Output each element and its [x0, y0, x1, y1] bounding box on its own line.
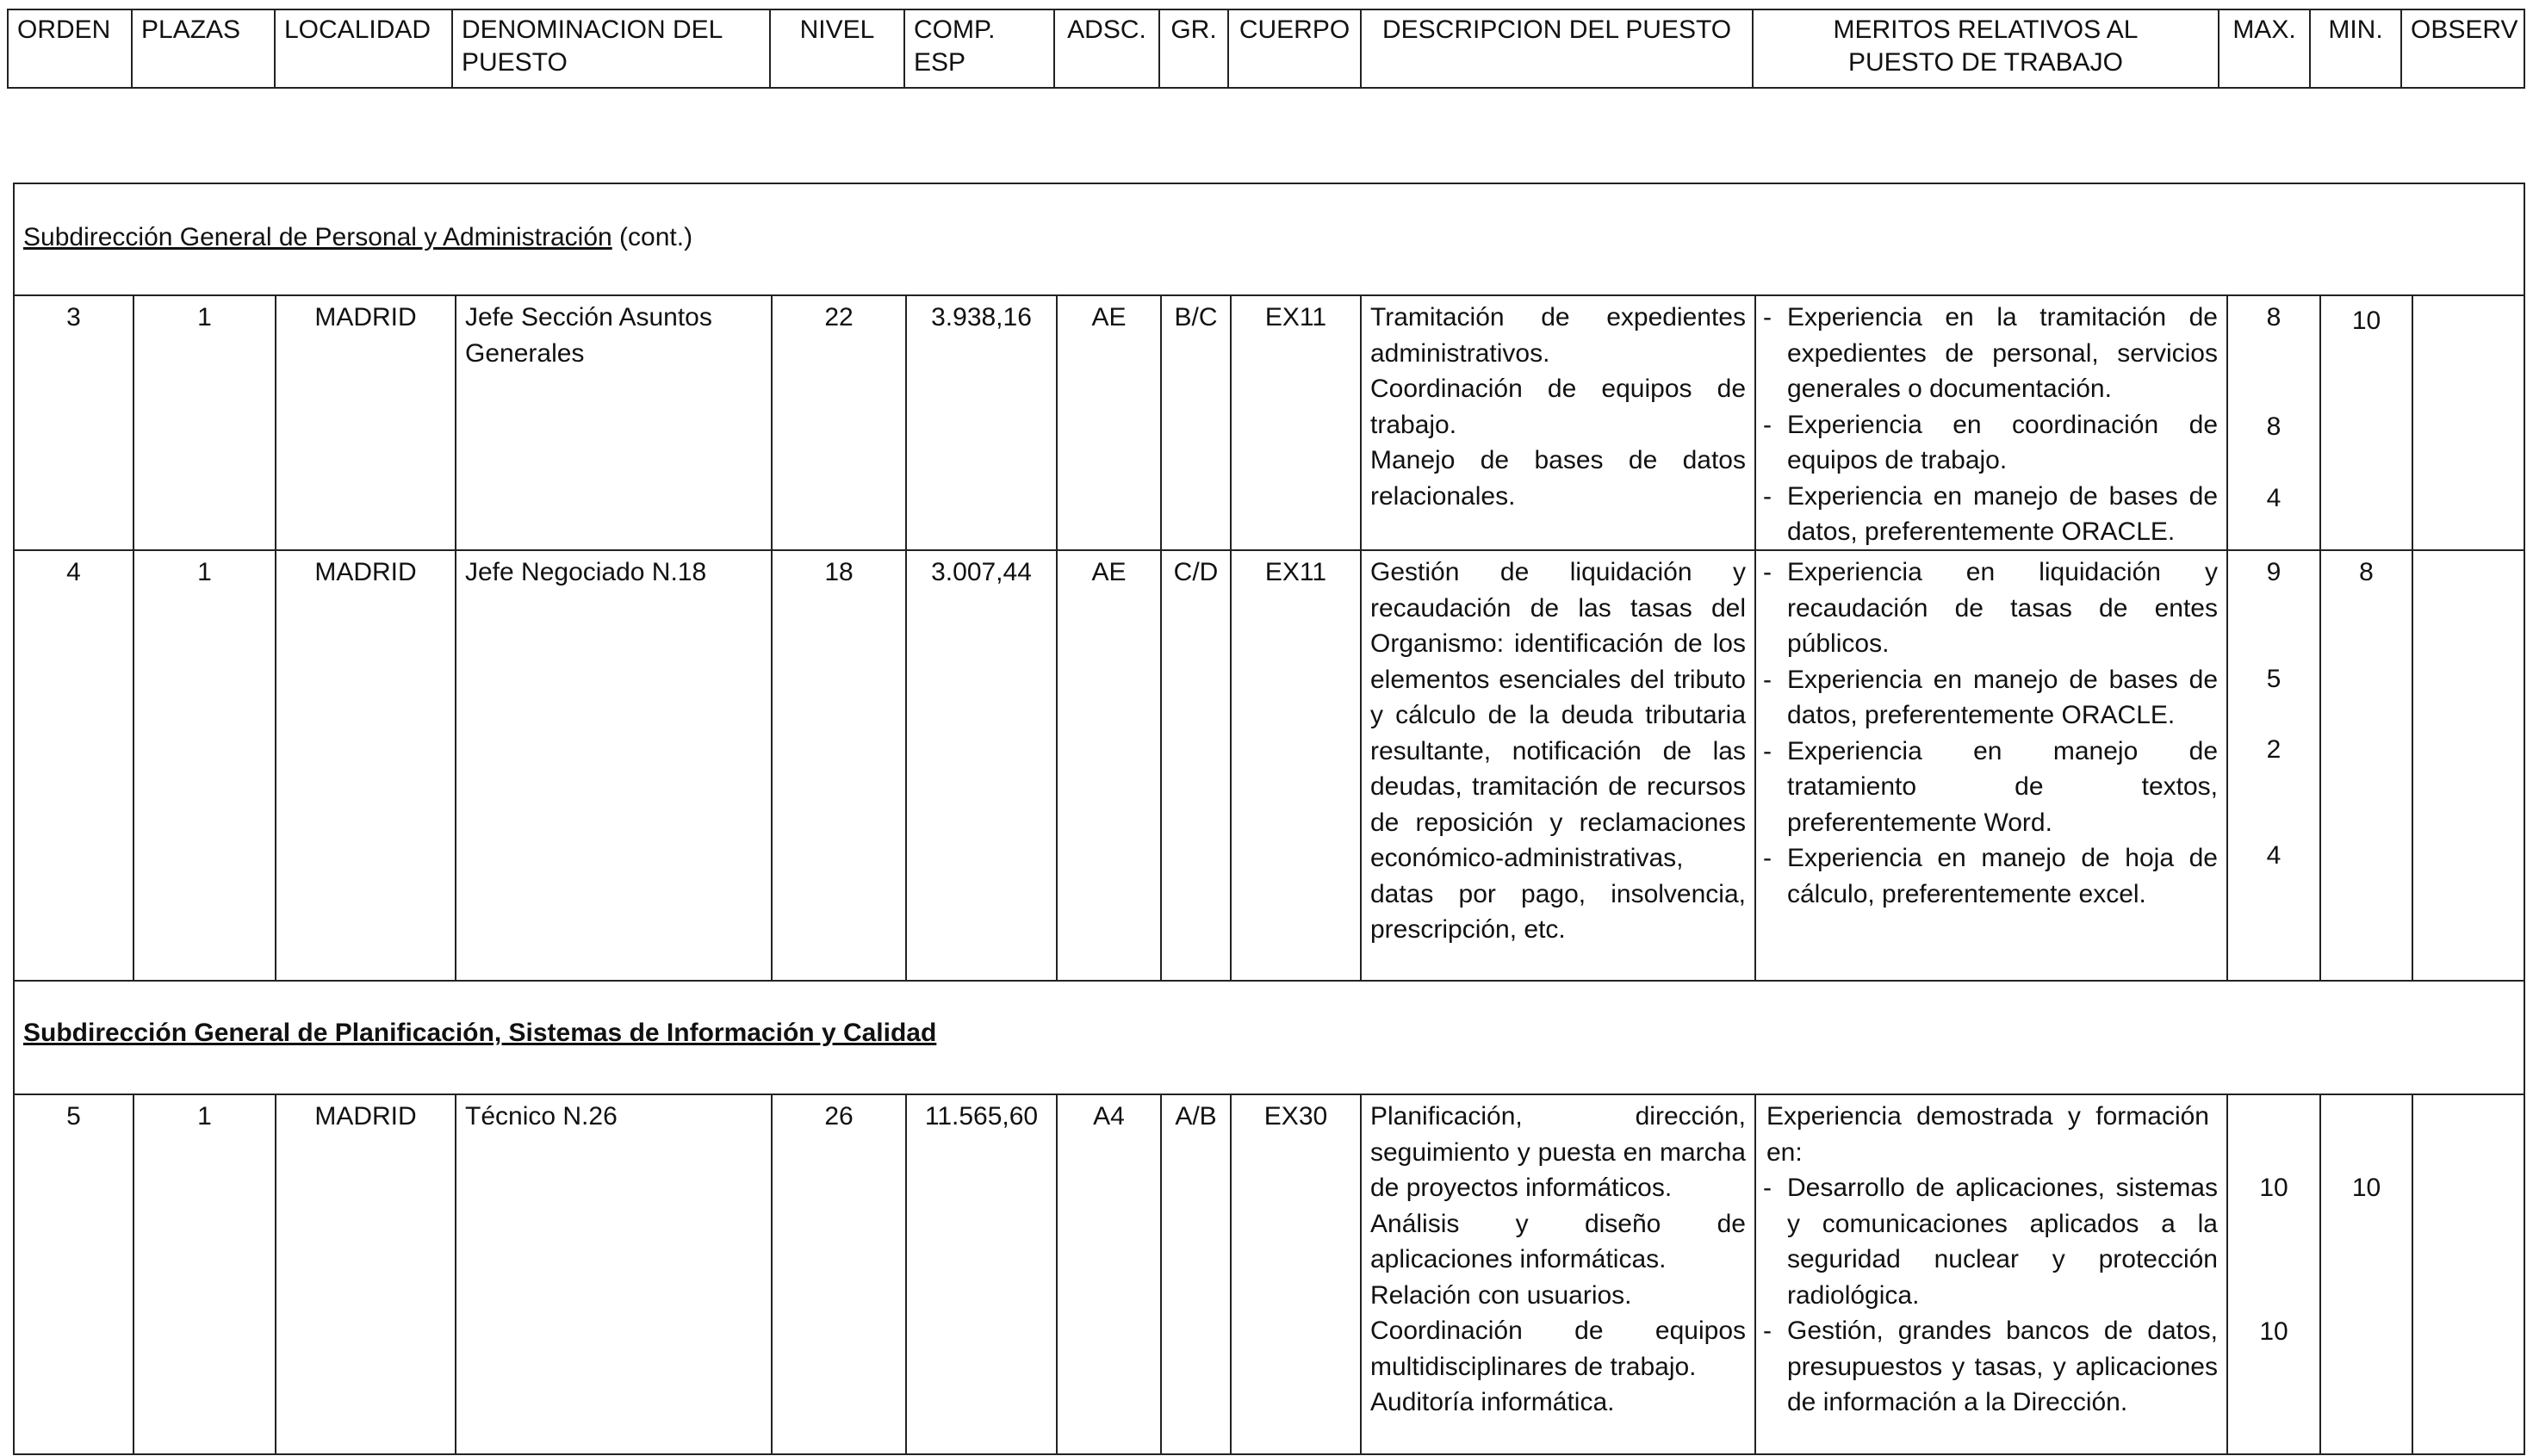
merito-item: - Experiencia en manejo de tratamiento de textos, preferentemente Word. [1756, 734, 2218, 841]
cell-min: 8 [2321, 551, 2413, 980]
max-value: 5 [2266, 665, 2282, 693]
merito-item: - Experiencia en manejo de bases de datos, preferentemente ORACLE. [1756, 662, 2218, 734]
descripcion-line: Coordinación de equipos de trabajo. [1370, 375, 1746, 439]
merito-item: - Experiencia en manejo de hoja de cálculo, preferentemente excel. [1756, 840, 2218, 912]
cell-gr: B/C [1162, 296, 1232, 549]
merito-item: - Experiencia en la tramitación de expedientes de personal, servicios generales o documentación. [1756, 300, 2218, 407]
cell-min: 10 [2321, 296, 2413, 549]
column-header-row [7, 9, 2525, 90]
max-value: 4 [2266, 841, 2282, 870]
cell-nivel: 22 [773, 296, 907, 549]
header-plazas: PLAZAS [133, 9, 276, 89]
max-value: 8 [2266, 303, 2282, 331]
descripcion-line: Análisis y diseño de aplicaciones informáticas. [1370, 1209, 1746, 1273]
cell-nivel: 26 [773, 1095, 907, 1455]
cell-denominacion: Técnico N.26 [456, 1095, 773, 1455]
cell-orden: 3 [15, 296, 134, 549]
section-header [15, 982, 2524, 1095]
merito-item: - Desarrollo de aplicaciones, sistemas y comunicaciones aplicados a la seguridad nuclear y protección radiológica. [1756, 1170, 2218, 1313]
section-title: Subdirección General de Planificación, Sistemas de Información y Calidad [23, 1019, 937, 1047]
header-adsc: ADSC. [1055, 9, 1160, 89]
cell-observ [2413, 1095, 2525, 1455]
cell-localidad: MADRID [276, 1095, 456, 1455]
cell-descripcion [1362, 551, 1756, 980]
cell-min [2321, 1095, 2413, 1455]
merito-item: - Gestión, grandes bancos de datos, presupuestos y tasas, y aplicaciones de información a la Dirección. [1756, 1313, 2218, 1421]
table-row [15, 1095, 2524, 1455]
cell-observ [2413, 296, 2525, 549]
cell-cuerpo: EX11 [1232, 551, 1362, 980]
merito-item: - Experiencia en manejo de bases de datos, preferentemente ORACLE. [1756, 479, 2218, 550]
cell-comp-esp: 3.007,44 [907, 551, 1058, 980]
cell-descripcion [1362, 296, 1756, 549]
cell-adsc: AE [1058, 551, 1162, 980]
cell-orden: 5 [15, 1095, 134, 1455]
positions-table [13, 183, 2525, 1455]
table-row [15, 551, 2524, 982]
cell-meritos [1756, 551, 2228, 980]
cell-descripcion [1362, 1095, 1756, 1455]
descripcion-line: Manejo de bases de datos relacionales. [1370, 446, 1746, 511]
max-value: 10 [2259, 1174, 2288, 1202]
descripcion-line: Planificación, dirección, seguimiento y puesta en marcha de proyectos informáticos. [1370, 1102, 1746, 1202]
header-min: MIN. [2311, 9, 2402, 89]
merito-item: - Experiencia en coordinación de equipos de trabajo. [1756, 407, 2218, 479]
header-nivel: NIVEL [771, 9, 905, 89]
max-value: 4 [2266, 484, 2282, 512]
section-title: Subdirección General de Personal y Administración (cont.) [23, 223, 693, 251]
descripcion-line: Tramitación de expedientes administrativos. [1370, 303, 1746, 368]
cell-gr: C/D [1162, 551, 1232, 980]
cell-denominacion: Jefe Negociado N.18 [456, 551, 773, 980]
header-cuerpo: CUERPO [1229, 9, 1362, 89]
cell-denominacion: Jefe Sección Asuntos Generales [456, 296, 773, 549]
descripcion-line: Coordinación de equipos multidisciplinares de trabajo. [1370, 1317, 1746, 1381]
cell-adsc: A4 [1058, 1095, 1162, 1455]
header-observ: OBSERV [2402, 9, 2525, 89]
cell-plazas: 1 [134, 551, 276, 980]
header-localidad: LOCALIDAD [276, 9, 453, 89]
cell-plazas: 1 [134, 296, 276, 549]
cell-meritos [1756, 296, 2228, 549]
section-header [15, 184, 2524, 296]
max-value: 10 [2259, 1317, 2288, 1346]
descripcion-line: Relación con usuarios. [1370, 1280, 1632, 1310]
cell-meritos [1756, 1095, 2228, 1455]
cell-max [2228, 551, 2321, 980]
cell-max [2228, 1095, 2321, 1455]
cell-orden: 4 [15, 551, 134, 980]
cell-max [2228, 296, 2321, 549]
header-gr: GR. [1160, 9, 1229, 89]
cell-cuerpo: EX30 [1232, 1095, 1362, 1455]
cell-comp-esp: 3.938,16 [907, 296, 1058, 549]
header-descripcion: DESCRIPCION DEL PUESTO [1362, 9, 1754, 89]
max-value: 8 [2266, 412, 2282, 441]
header-orden: ORDEN [7, 9, 133, 89]
descripcion-line: Gestión de liquidación y recaudación de las tasas del Organismo: identificación de los elementos esenciales del tributo y cálculo de la deuda tributaria resultante, notificación de las deudas, tramitación de recursos de reposición y reclamaciones económico-administrativas, datas por pago, insolvencia, prescripción, etc. [1370, 558, 1746, 944]
max-value: 2 [2266, 735, 2282, 764]
cell-cuerpo: EX11 [1232, 296, 1362, 549]
cell-nivel: 18 [773, 551, 907, 980]
descripcion-line: Auditoría informática. [1370, 1388, 1615, 1416]
cell-plazas: 1 [134, 1095, 276, 1455]
cell-comp-esp: 11.565,60 [907, 1095, 1058, 1455]
cell-adsc: AE [1058, 296, 1162, 549]
merito-item: - Experiencia en liquidación y recaudación de tasas de entes públicos. [1756, 555, 2218, 662]
meritos-intro: Experiencia demostrada y formación en: [1766, 1102, 2209, 1167]
min-value: 10 [2351, 1174, 2381, 1202]
cell-localidad: MADRID [276, 551, 456, 980]
header-comp-esp: COMP. ESP [905, 9, 1055, 89]
cell-gr: A/B [1162, 1095, 1232, 1455]
header-denominacion: DENOMINACION DEL PUESTO [453, 9, 771, 89]
table-row [15, 296, 2524, 551]
cell-observ [2413, 551, 2525, 980]
max-value: 9 [2266, 558, 2282, 586]
header-meritos: MERITOS RELATIVOS AL PUESTO DE TRABAJO [1754, 9, 2219, 89]
cell-localidad: MADRID [276, 296, 456, 549]
header-max: MAX. [2219, 9, 2311, 89]
